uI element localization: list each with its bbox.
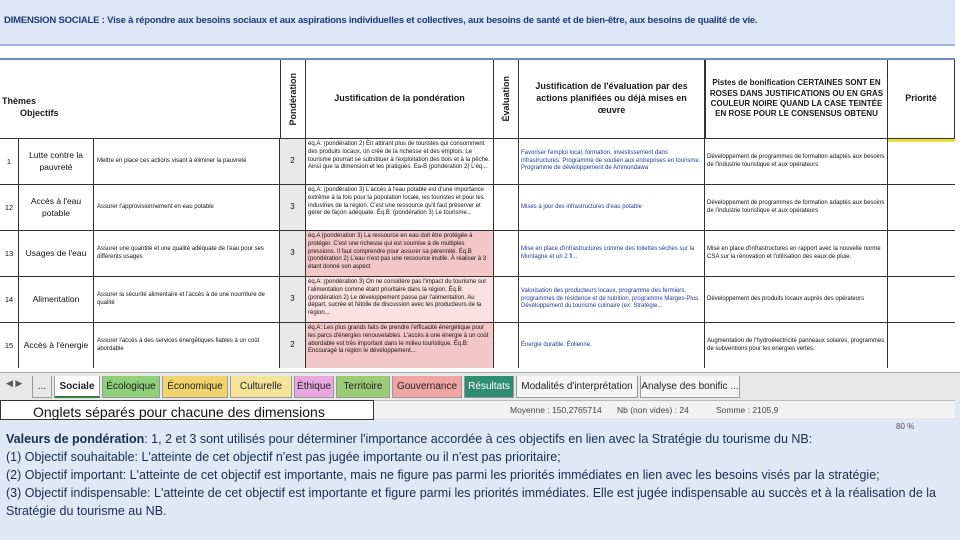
header-objectifs: Objectifs [20, 108, 59, 119]
row-ponderation[interactable]: 2 [280, 323, 306, 368]
header-ponderation[interactable]: Pondération [280, 60, 306, 138]
row-justification[interactable]: éq.A (pondération 3) La ressource en eau doit être protégée à protéger. C'est une richesse qui est soumise à de multiples pressions. Il faut comprendre pour assurer sa pérennité. Éq.B (pondération 2) L'eau n'est pas une ressource inutile. À réaliser à 3 étant donné son aspect [306, 231, 494, 276]
row-description[interactable]: Assurer l'approvisionnement en eau potable [95, 185, 280, 230]
dimension-banner [0, 0, 955, 46]
notes-line-1-text: : 1, 2 et 3 sont utilisés pour déterminer l'importance accordée à ces objectifs en lien avec la Stratégie du tourisme du NB: [144, 432, 813, 446]
row-objectif[interactable]: Usages de l'eau [18, 231, 94, 276]
tab-résultats[interactable]: Résultats [464, 376, 514, 398]
row-pistes[interactable]: Développement de programmes de formation adaptés aux besoins de l'industrie touristique et aux opérateurs [705, 139, 888, 184]
row-justification[interactable]: éq.A: Les plus grands faits de prendre l'efficacité énergétique pour les parcs d'énergies renouvelables. L'accès à une énergie à un coût abordable est très important dans le milieu touristique. Éq.B: Encouragé la région le développement... [306, 323, 494, 368]
row-objectif[interactable]: Alimentation [18, 277, 94, 322]
row-justification[interactable]: éq.A: (pondération 2) En attirant plus de touristes qui consomment des produits locaux, on crée de la richesse et des emplois. Le tourisme pourrait se substituer à l'exploitation des bois et à la pêche. Ainsi que la dimension et les pratiques. Ea-B (pondération 2) L'éq... [306, 139, 494, 184]
sheet-tabs [0, 372, 960, 400]
zoom-level[interactable]: 80 % [896, 422, 915, 431]
row-objectif[interactable]: Lutte contre la pauvreté [18, 139, 94, 184]
row-ponderation[interactable]: 3 [280, 185, 306, 230]
tab-gouvernance[interactable]: Gouvernance [392, 376, 462, 398]
tab-analyse-des-bonific[interactable]: Analyse des bonific ... [640, 376, 740, 398]
banner-title: DIMENSION SOCIALE : Vise à répondre aux besoins sociaux et aux aspirations individuelles et collectives, aux besoins de santé et de bien-être, aux besoins de qualité de vie. [4, 15, 758, 26]
row-actions[interactable]: Mises à jour des infrastructures d'eau potable [519, 185, 705, 230]
tab-économique[interactable]: Économique [162, 376, 228, 398]
tab-culturelle[interactable]: Culturelle [230, 376, 292, 398]
table-row[interactable] [0, 276, 955, 322]
row-ponderation[interactable]: 3 [280, 231, 306, 276]
row-number[interactable]: 15 [4, 340, 14, 350]
row-pistes[interactable]: Développement des produits locaux auprès des opérateurs [705, 277, 888, 322]
row-number[interactable]: 13 [4, 248, 14, 258]
row-evaluation[interactable] [494, 323, 519, 368]
notes-section [6, 430, 956, 520]
row-description[interactable]: Mettre en place ces actions visant à éliminer la pauvreté [95, 139, 280, 184]
header-justification-evaluation[interactable]: Justification de l'évaluation par des actions planifiées ou déjà mises en œuvre [519, 60, 705, 138]
row-description[interactable]: Assurer une quantité et une qualité adéquate de l'eau pour ses différents usages [95, 231, 280, 276]
table-row[interactable] [0, 322, 955, 368]
header-pistes[interactable]: Pistes de bonification CERTAINES SONT EN ROSES DANS JUSTIFICATIONS OU EN GRAS COULEUR NOIRE QUAND LA CASE TEINTÉE EN ROSE POUR LE CONSENSUS OBTENU [705, 60, 888, 138]
notes-bold-label: Valeurs de pondération [6, 432, 145, 446]
row-pistes[interactable]: Augmentation de l'hydroélectricité panneaux solaires, programmes de subventions pour les énergies vertes. [705, 323, 888, 368]
row-priorite[interactable] [888, 185, 955, 230]
notes-line-3: (2) Objectif important: L'atteinte de cet objectif est importante, mais ne figure pas parmi les priorités immédiates en lien avec les besoins visés par la stratégie; [6, 468, 880, 482]
row-justification[interactable]: éq.A: (pondération 3) On ne considère pas l'impact du tourisme sur l'alimentation comme étant prioritaire dans la région. Éq.B: (pondération 2) Le développement passe par l'alimentation. Au départ, sucrée et l'étoile de discussion avec les producteurs de la région... [306, 277, 494, 322]
tab-scroll-left-icon[interactable]: ◀ ▶ [6, 378, 23, 388]
row-priorite[interactable] [888, 139, 955, 184]
header-justification-ponderation[interactable]: Justification de la pondération [306, 60, 494, 138]
row-actions[interactable]: Valorisation des producteurs locaux, programme des fermiers, programmes de résidence et de nutrition, programme Marges-Plus. Développement du tourisme culinaire (ex: Stratégie... [519, 277, 705, 322]
header-spacer [94, 60, 280, 138]
table-row[interactable] [0, 230, 955, 276]
header-themes-objectifs [2, 95, 59, 119]
status-somme: Somme : 2105,9 [716, 405, 779, 415]
row-priorite[interactable] [888, 277, 955, 322]
table-row[interactable] [0, 184, 955, 230]
tab-éthique[interactable]: Éthique [294, 376, 334, 398]
tab-overflow[interactable]: ... [32, 376, 52, 398]
tab-écologique[interactable]: Écologique [102, 376, 160, 398]
row-priorite[interactable] [888, 323, 955, 368]
row-evaluation[interactable] [494, 277, 519, 322]
header-evaluation[interactable]: Évaluation [494, 60, 519, 138]
row-number[interactable]: 1 [6, 156, 12, 166]
row-number[interactable]: 12 [4, 202, 14, 212]
header-themes: Thèmes [2, 96, 37, 106]
row-justification[interactable]: éq.A: (pondération 3) L'accès à l'eau potable est d'une importance extrême à la fois pour la population locale, les touristes et pour les industries de la région. C'est une ressource qu'il faut préserver et gérer de façon adéquate. Éq.B: (pondération 3) Le tourisme... [306, 185, 494, 230]
row-actions[interactable]: Mise en place d'infrastructures comme des toilettes sèches sur la Montagne et un 2 fl... [519, 231, 705, 276]
row-objectif[interactable]: Accès à l'énergie [18, 323, 94, 368]
row-description[interactable]: Assurer la sécurité alimentaire et l'accès à de une nourriture de qualité [95, 277, 280, 322]
table-row[interactable] [0, 138, 955, 184]
row-actions[interactable]: Favoriser l'emploi local, formation, investissement dans infrastructures. Programme de soutien aux entreprises en tourisme. Programme de développement de Ammondawa [519, 139, 705, 184]
notes-line-4: (3) Objectif indispensable: L'atteinte de cet objectif est importante et figure parmi les priorités immédiates. Elle est jugée indispensable au succès et à la réalisation de la Stratégie du tourisme au NB. [6, 486, 936, 518]
row-pistes[interactable]: Développement de programmes de formation adaptés aux besoins de l'industrie touristique et aux opérateurs [705, 185, 888, 230]
tab-territoire[interactable]: Territoire [336, 376, 390, 398]
notes-line-1 [6, 430, 956, 448]
row-ponderation[interactable]: 3 [280, 277, 306, 322]
status-moyenne: Moyenne : 150,2765714 [510, 405, 602, 415]
row-evaluation[interactable] [494, 139, 519, 184]
row-actions[interactable]: Énergie durable: Éolienne. [519, 323, 705, 368]
tab-modalités-d-interprétation[interactable]: Modalités d'interprétation [516, 376, 638, 398]
notes-line-2: (1) Objectif souhaitable: L'atteinte de cet objectif n'est pas jugée importante ou il n'est pas prioritaire; [6, 450, 561, 464]
caption-text: Onglets séparés pour chacune des dimensions [33, 404, 325, 420]
row-number[interactable]: 14 [4, 294, 14, 304]
row-pistes[interactable]: Mise en place d'infrastructures en rapport avec la nouvelle norme CSA sur la rénovation et l'utilisation des eaux de pluie. [705, 231, 888, 276]
row-description[interactable]: Assurer l'accès à des services énergétiques fiables à un coût abordable [95, 323, 280, 368]
row-evaluation[interactable] [494, 231, 519, 276]
header-priorite[interactable]: Priorité [888, 60, 955, 138]
row-evaluation[interactable] [494, 185, 519, 230]
caption-box [0, 400, 374, 420]
status-nb: Nb (non vides) : 24 [617, 405, 689, 415]
tab-sociale[interactable]: Sociale [54, 376, 100, 398]
row-priorite[interactable] [888, 231, 955, 276]
row-objectif[interactable]: Accès à l'eau potable [18, 185, 94, 230]
row-ponderation[interactable]: 2 [280, 139, 306, 184]
